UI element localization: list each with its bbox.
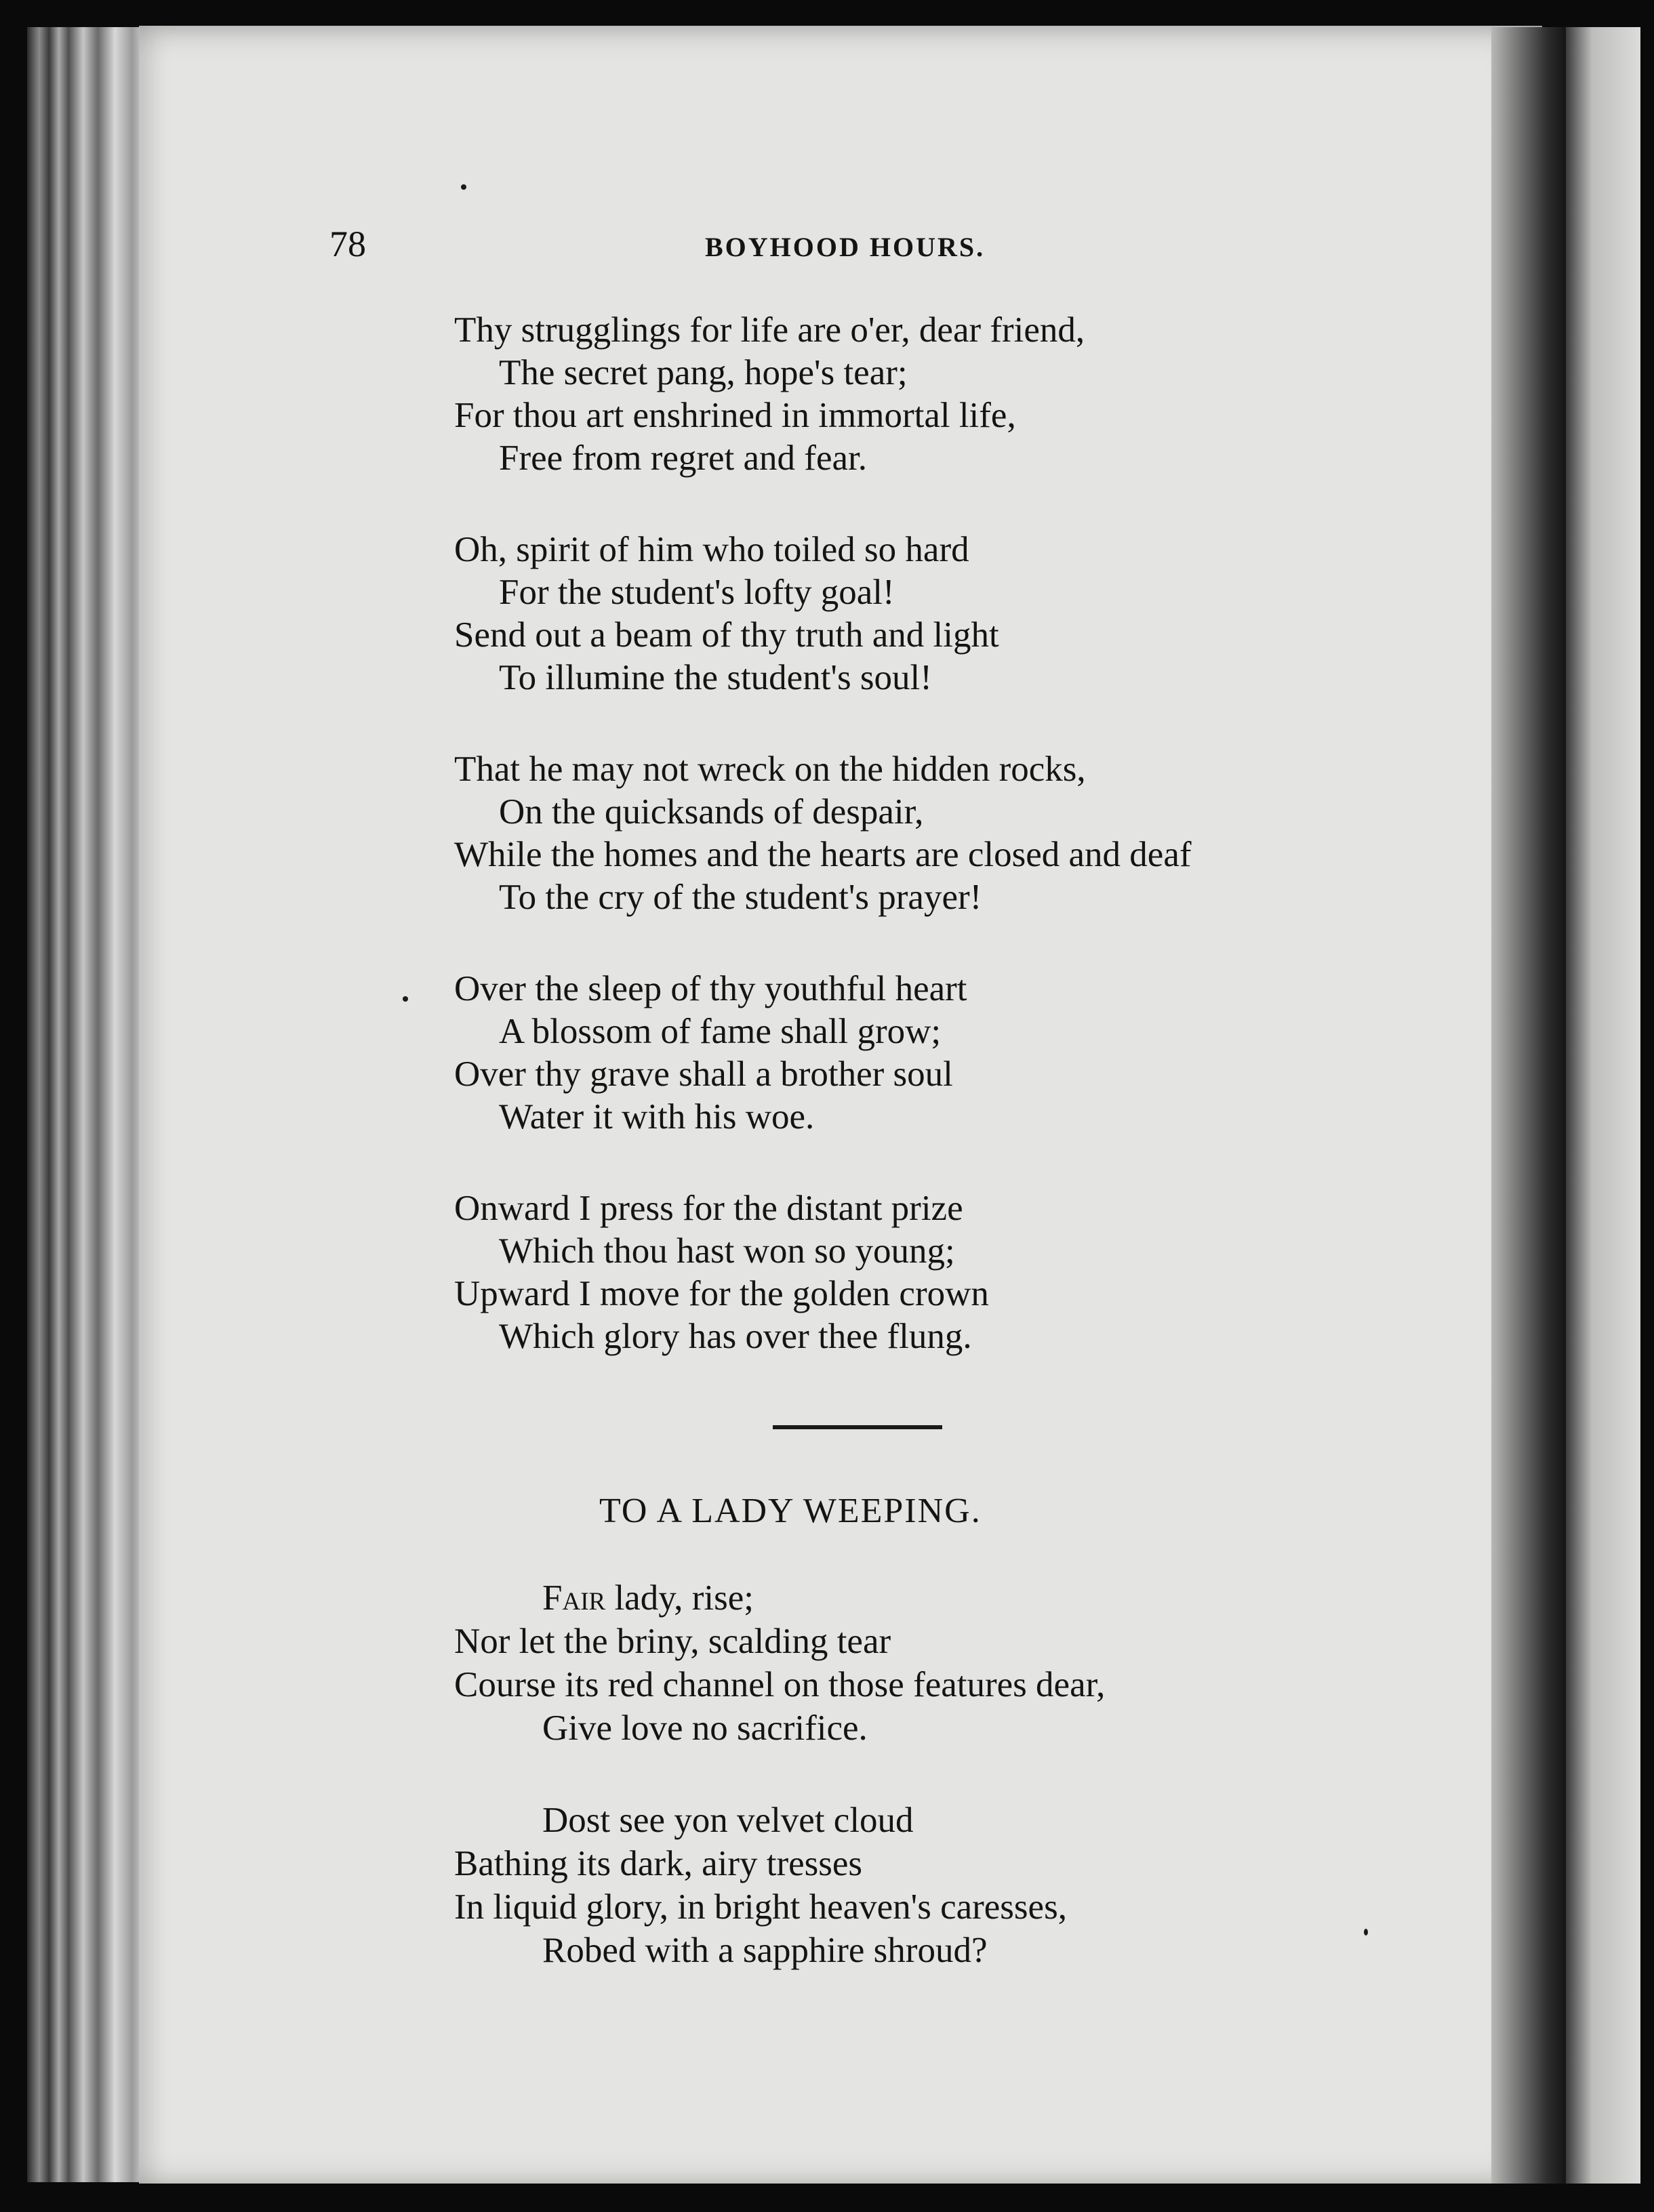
scan-speck	[1364, 1929, 1368, 1936]
poem-line: Over the sleep of thy youthful heart	[454, 969, 967, 1008]
poem-line: On the quicksands of despair,	[499, 792, 924, 832]
poem-line: To the cry of the student's prayer!	[499, 878, 982, 917]
poem-body-second	[454, 1576, 1105, 2021]
first-word: Fair	[542, 1578, 606, 1618]
poem-line: Over thy grave shall a brother soul	[454, 1054, 953, 1094]
poem-line: For the student's lofty goal!	[499, 573, 895, 612]
poem-line: Nor let the briny, scalding tear	[454, 1622, 891, 1661]
poem-line	[454, 1576, 1105, 1620]
poem-line: Onward I press for the distant prize	[454, 1189, 963, 1228]
running-head: BOYHOOD HOURS.	[705, 232, 986, 262]
poem-line: Which thou hast won so young;	[499, 1231, 955, 1271]
scan-border	[27, 2184, 1640, 2212]
poem-line: Upward I move for the golden crown	[454, 1274, 989, 1313]
poem-line: A blossom of fame shall grow;	[499, 1012, 942, 1051]
poem-line: Water it with his woe.	[499, 1097, 815, 1136]
poem-line: Bathing its dark, airy tresses	[454, 1844, 863, 1883]
poem-line: Free from regret and fear.	[499, 438, 867, 478]
poem-line: Dost see yon velvet cloud	[542, 1801, 914, 1840]
poem-line: Which glory has over thee flung.	[499, 1317, 972, 1356]
scan-speck	[403, 996, 408, 1002]
poem-line: For thou art enshrined in immortal life,	[454, 396, 1016, 435]
stanza	[454, 529, 1192, 699]
book-page-edges	[27, 27, 149, 2182]
poem-line: While the homes and the hearts are closed and deaf	[454, 835, 1192, 874]
stanza	[454, 1799, 1105, 1972]
scan-speck	[461, 184, 466, 190]
poem-title: TO A LADY WEEPING.	[599, 1492, 982, 1530]
poem-line: Course its red channel on those features dear,	[454, 1665, 1106, 1704]
stanza	[454, 1187, 1192, 1358]
stanza	[454, 748, 1192, 919]
stanza	[454, 968, 1192, 1139]
book-gutter	[1491, 27, 1566, 2189]
poem-line: To illumine the student's soul!	[499, 658, 932, 697]
page-number: 78	[329, 224, 366, 264]
poem-line: Give love no sacrifice.	[542, 1708, 868, 1748]
poem-line: Send out a beam of thy truth and light	[454, 615, 999, 655]
stanza	[454, 309, 1192, 480]
section-divider	[773, 1425, 942, 1429]
poem-line: In liquid glory, in bright heaven's caresses,	[454, 1887, 1067, 1927]
poem-line: Robed with a sapphire shroud?	[542, 1931, 988, 1970]
stanza	[454, 1576, 1105, 1750]
poem-line: Oh, spirit of him who toiled so hard	[454, 530, 969, 569]
line-rest: lady, rise;	[605, 1578, 754, 1618]
poem-body	[454, 309, 1192, 1407]
facing-page-edge	[1566, 27, 1640, 2189]
poem-line: Thy strugglings for life are o'er, dear friend,	[454, 310, 1085, 350]
poem-line: That he may not wreck on the hidden rocks,	[454, 750, 1086, 789]
poem-line: The secret pang, hope's tear;	[499, 353, 908, 392]
